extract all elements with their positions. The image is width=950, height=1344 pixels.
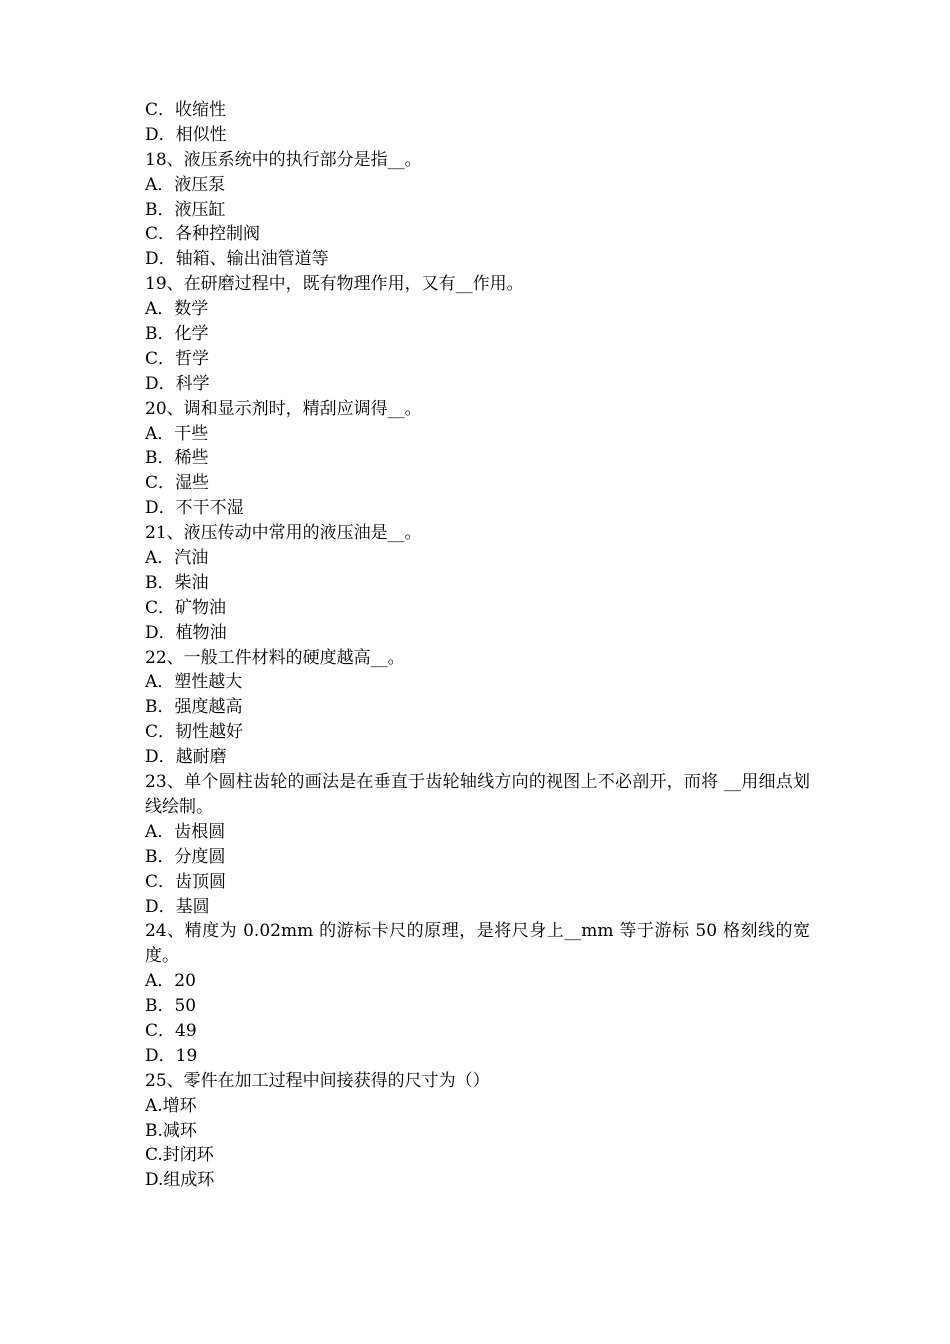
option-b-q23: B．分度圆: [145, 846, 226, 867]
question-22: 22、一般工件材料的硬度越高__。: [145, 647, 405, 668]
option-d-q22: D．越耐磨: [145, 747, 227, 768]
question-21: 21、液压传动中常用的液压油是__。: [145, 523, 422, 544]
option-d-q17: D．相似性: [145, 124, 227, 145]
option-b-q25: B.减环: [145, 1120, 197, 1141]
option-d-q23: D．基圆: [145, 896, 210, 917]
option-a-q19: A．数学: [145, 299, 209, 320]
option-d-q25: D.组成环: [145, 1170, 215, 1191]
option-d-q18: D．轴箱、输出油管道等: [145, 249, 329, 270]
option-c-q24: C．49: [145, 1021, 197, 1042]
option-d-q19: D．科学: [145, 373, 210, 394]
option-a-q25: A.增环: [145, 1095, 197, 1116]
option-c-q20: C．湿些: [145, 473, 210, 494]
option-b-q22: B．强度越高: [145, 697, 243, 718]
option-b-q24: B．50: [145, 996, 197, 1017]
option-b-q20: B．稀些: [145, 448, 209, 469]
option-d-q20: D．不干不湿: [145, 498, 244, 519]
question-19: 19、在研磨过程中，既有物理作用，又有__作用。: [145, 274, 524, 295]
option-b-q21: B．柴油: [145, 572, 209, 593]
option-a-q23: A．齿根圆: [145, 821, 226, 842]
option-c-q21: C．矿物油: [145, 597, 227, 618]
question-24: 24、精度为 0.02mm 的游标卡尺的原理，是将尺身上__mm 等于游标 50 格刻线的宽度。: [145, 921, 810, 967]
option-b-q19: B．化学: [145, 324, 209, 345]
option-c-q22: C．韧性越好: [145, 722, 244, 743]
document-page: [145, 98, 810, 1193]
option-a-q22: A．塑性越大: [145, 672, 243, 693]
option-a-q21: A．汽油: [145, 548, 209, 569]
option-a-q20: A．干些: [145, 423, 209, 444]
option-c-q17: C．收缩性: [145, 100, 227, 120]
option-c-q18: C．各种控制阀: [145, 224, 261, 245]
option-d-q21: D．植物油: [145, 622, 227, 643]
question-23: 23、单个圆柱齿轮的画法是在垂直于齿轮轴线方向的视图上不必剖开，而将 __用细点划线绘制。: [145, 772, 810, 817]
option-c-q19: C．哲学: [145, 348, 210, 369]
option-a-q18: A．液压泵: [145, 174, 226, 195]
option-a-q24: A．20: [145, 971, 196, 992]
question-25: 25、零件在加工过程中间接获得的尺寸为（）: [145, 1070, 490, 1091]
question-20: 20、调和显示剂时，精刮应调得__。: [145, 398, 422, 419]
option-c-q25: C.封闭环: [145, 1145, 214, 1166]
option-b-q18: B．液压缸: [145, 199, 226, 220]
option-c-q23: C．齿顶圆: [145, 871, 227, 892]
question-18: 18、液压系统中的执行部分是指__。: [145, 149, 422, 170]
option-d-q24: D．19: [145, 1045, 198, 1066]
